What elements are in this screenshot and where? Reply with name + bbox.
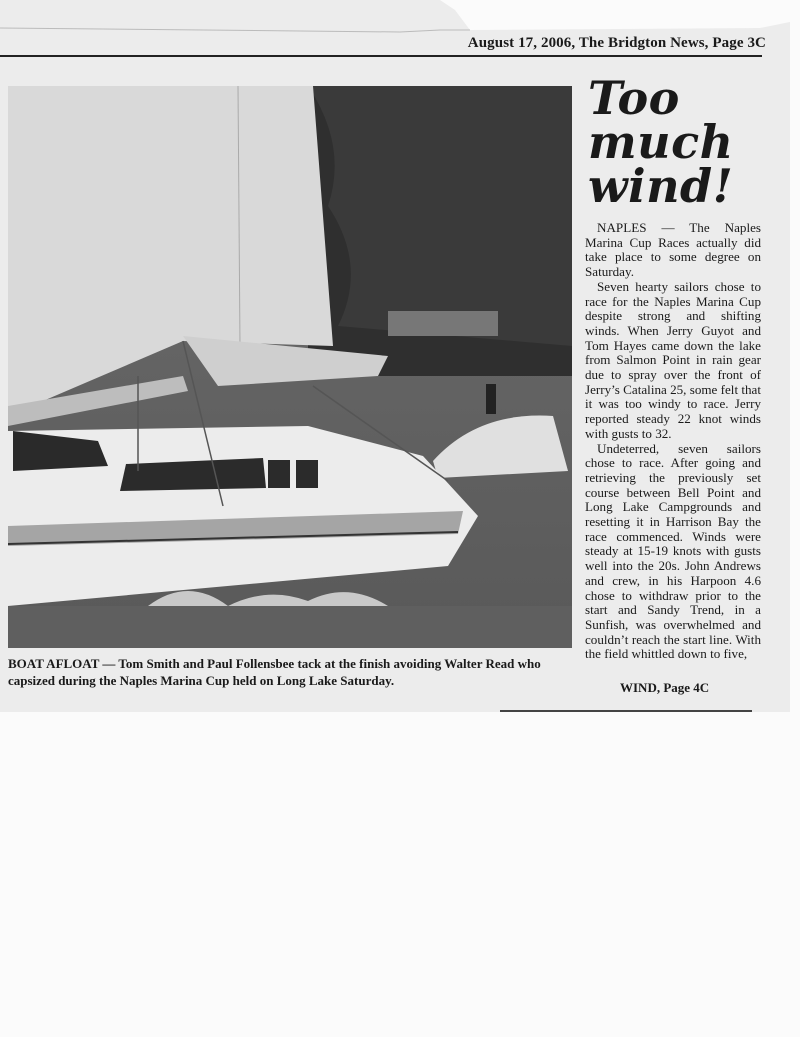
article-paragraph: Undeterred, seven sailors chose to race. After going and retrieving the previously set course between Bell Point and Long Lake Campgrounds and resetting it in Harrison Bay the race commenced. Winds were steady at 15-19 knots with gusts well into the 20s. John Andrews and crew, in his Harpoon 4.6 chose to withdraw prior to the start and Sandy Trend, in a Sunfish, was overwhelmed and couldn’t reach the start line. With the field whittled down to five, — [585, 440, 761, 662]
article-paragraph: Seven hearty sailors chose to race for the Naples Marina Cup despite strong and shifting winds. When Jerry Guyot and Tom Hayes came down the lake from Salmon Point in rain gear due to spray over the front of Jerry’s Catalina 25, some felt that it was too windy to race. Jerry reported steady 22 knot winds with gusts to 32. — [585, 278, 761, 441]
sailboat-photo — [8, 86, 572, 648]
top-rule — [0, 55, 762, 57]
bottom-rule — [500, 710, 752, 712]
jump-line: WIND, Page 4C — [620, 680, 710, 695]
article-paragraph: NAPLES — The Naples Marina Cup Races actually did take place to some degree on Saturday. — [585, 220, 761, 280]
headline-line-3: wind! — [588, 159, 734, 213]
article-body — [585, 221, 761, 662]
headline-line-2: much — [588, 115, 734, 169]
caption-kicker: BOAT AFLOAT — — [8, 656, 116, 671]
photo-caption — [8, 655, 572, 689]
torn-edge — [0, 0, 800, 40]
headline-line-1: Too — [588, 71, 680, 125]
headline — [588, 71, 778, 213]
caption-text: Tom Smith and Paul Follensbee tack at the finish avoiding Walter Read who capsized during the Naples Marina Cup held on Long Lake Saturday. — [8, 656, 541, 688]
dateline: August 17, 2006, The Bridgton News, Page 3C — [467, 35, 766, 51]
